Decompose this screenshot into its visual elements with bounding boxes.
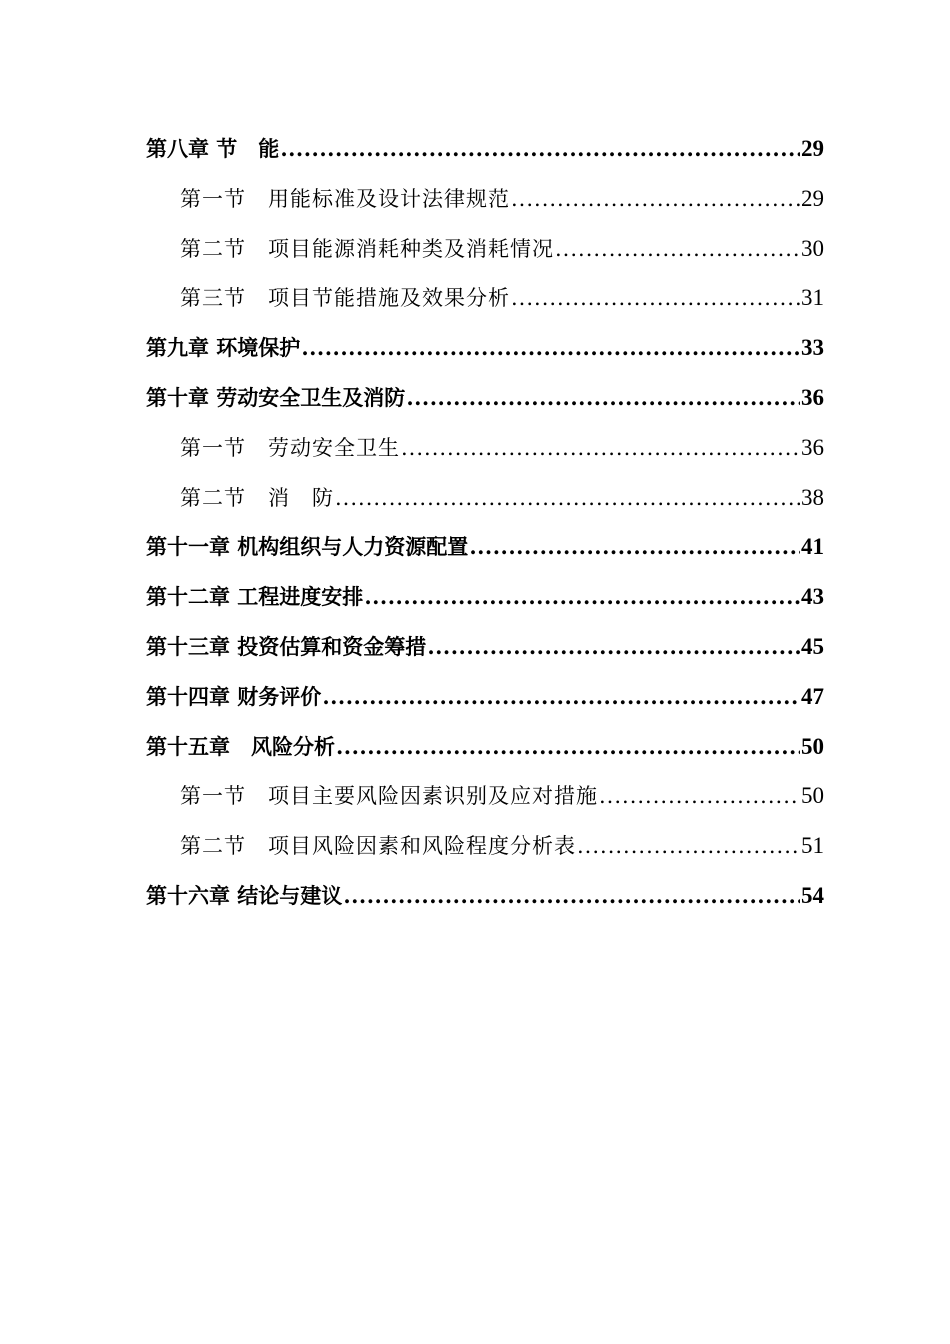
toc-entry-title: 第十三章 投资估算和资金筹措 [146,633,427,659]
toc-entry-chapter-16[interactable] [146,871,824,921]
toc-entry-title: 第十四章 财务评价 [146,683,322,709]
toc-entry-section[interactable] [146,174,824,224]
toc-entry-chapter-10[interactable] [146,373,824,423]
toc-entry-page: 50 [801,783,824,809]
toc-entry-page: 31 [801,285,824,311]
toc-entry-chapter-8[interactable] [146,124,824,174]
table-of-contents [146,124,824,921]
toc-entry-title: 第十六章 结论与建议 [146,882,343,908]
toc-entry-page: 29 [801,185,824,211]
dot-leader [401,424,800,474]
dot-leader [280,124,800,174]
toc-entry-title: 第一节 劳动安全卫生 [180,435,400,460]
toc-entry-page: 43 [801,584,824,610]
toc-entry-page: 54 [801,882,824,908]
toc-entry-chapter-12[interactable] [146,572,824,622]
toc-entry-chapter-9[interactable] [146,323,824,373]
toc-entry-title: 第九章 环境保护 [146,335,301,361]
toc-entry-title: 第十章 劳动安全卫生及消防 [146,384,406,410]
toc-entry-chapter-15[interactable] [146,722,824,772]
dot-leader [599,772,800,822]
toc-entry-page: 38 [801,484,824,510]
dot-leader [511,274,800,324]
toc-entry-chapter-13[interactable] [146,622,824,672]
toc-entry-page: 51 [801,833,824,859]
toc-entry-page: 36 [801,434,824,460]
dot-leader [555,225,800,275]
toc-entry-title: 第十一章 机构组织与人力资源配置 [146,534,469,560]
toc-entry-title: 第一节 用能标准及设计法律规范 [180,186,510,211]
dot-leader [427,622,800,672]
dot-leader [469,522,800,572]
toc-entry-chapter-14[interactable] [146,672,824,722]
toc-entry-section[interactable] [146,821,824,871]
toc-entry-page: 30 [801,235,824,261]
toc-entry-title: 第十五章 风险分析 [146,733,335,759]
dot-leader [301,323,800,373]
dot-leader [343,871,800,921]
dot-leader [406,373,800,423]
toc-entry-title: 第二节 项目风险因素和风险程度分析表 [180,834,576,859]
dot-leader [364,572,800,622]
toc-entry-section[interactable] [146,273,824,323]
toc-entry-chapter-11[interactable] [146,522,824,572]
toc-entry-section[interactable] [146,423,824,473]
toc-entry-section[interactable] [146,771,824,821]
toc-entry-page: 50 [801,733,824,759]
toc-entry-page: 36 [801,384,824,410]
dot-leader [322,672,800,722]
toc-entry-page: 47 [801,683,824,709]
toc-entry-title: 第二节 消 防 [180,485,334,510]
toc-entry-section[interactable] [146,473,824,523]
toc-entry-title: 第一节 项目主要风险因素识别及应对措施 [180,784,598,809]
toc-entry-section[interactable] [146,224,824,274]
dot-leader [511,175,800,225]
toc-entry-page: 41 [801,534,824,560]
toc-entry-title: 第二节 项目能源消耗种类及消耗情况 [180,236,554,261]
dot-leader [577,822,800,872]
toc-entry-title: 第十二章 工程进度安排 [146,584,364,610]
dot-leader [335,474,800,524]
toc-entry-page: 45 [801,633,824,659]
toc-entry-page: 29 [801,136,824,161]
toc-entry-title: 第三节 项目节能措施及效果分析 [180,286,510,311]
toc-entry-title: 第八章 节 能 [146,136,280,161]
toc-entry-page: 33 [801,335,824,361]
dot-leader [336,722,800,772]
